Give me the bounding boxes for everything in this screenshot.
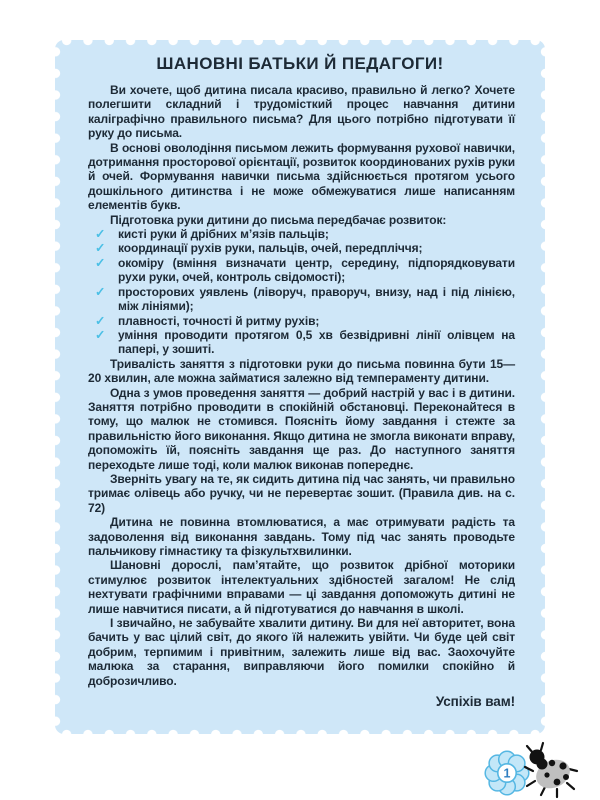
checkmark-icon: ✓ — [95, 255, 106, 270]
paragraph: Тривалість заняття з підготовки руки до письма повинна бути 15—20 хвилин, але можна займатися залежно від темпераменту дитини. — [88, 356, 515, 386]
paragraph: Дитина не повинна втомлюватися, а має отримувати радість та задоволення від виконання завдань. Тому під час занять проводьте пальчикову гімнастику та фізкультхвилинки. — [88, 515, 515, 558]
checklist-item-text: координації рухів руки, пальців, очей, передпліччя; — [118, 241, 423, 256]
checklist-item-text: окоміру (вміння визначати центр, середину, підпорядковувати рухи руки, очей, контроль свідомості); — [118, 255, 515, 285]
page-number-flower — [485, 751, 529, 795]
paragraph: В основі оволодіння письмом лежить формування рухової навички, дотримання просторової орієнтації, розвиток координованих рухів руки й очей. Формування навички письма здійснюється протягом усього дошкільного дитинства і не може обмежуватися лише написанням елементів букв. — [88, 140, 515, 213]
closing-line: Успіхів вам! — [435, 694, 515, 710]
page-number: 1 — [503, 766, 511, 781]
checklist-item — [88, 314, 515, 328]
checkmark-icon: ✓ — [95, 327, 106, 342]
paragraph: Зверніть увагу на те, як сидить дитина під час занять, чи правильно тримає олівець або ручку, чи не перевертає зошит. (Правила див. на с. 72) — [88, 471, 515, 515]
checkmark-icon: ✓ — [95, 241, 106, 256]
page-footer — [473, 741, 585, 800]
paragraph: Підготовка руки дитини до письма передбачає розвиток: — [110, 212, 447, 227]
perforation-edge-left — [50, 41, 61, 733]
paragraph: Одна з умов проведення заняття — добрий настрій у вас і в дитини. Заняття потрібно проводити в спокійній обстановці. Переконайтеся в тому, що малюк не стомився. Поясніть йому завдання і стежте за правильністю його виконання. Якщо дитина не змогла виконати вправу, допоможіть їй, поясніть завдання ще раз. До наступного заняття переходьте лише тоді, коли малюк виконав попереднє. — [88, 385, 515, 472]
checklist-item-text: просторових уявлень (ліворуч, праворуч, внизу, над і під лінією, між лініями); — [118, 284, 515, 314]
paragraph: І звичайно, не забувайте хвалити дитину. Ви для неї авторитет, вона бачить у вас цілий світ, до якого їй належить увійти. Чи буде цей світ добрим, терпимим і привітним, залежить лише від вас. Заохочуйте малюка за старання, виправляючи його помилки спокійно й доброзичливо. — [88, 616, 515, 688]
checklist-item-text: плавності, точності й ритму рухів; — [118, 313, 320, 328]
checkmark-icon: ✓ — [95, 284, 106, 299]
ladybug-icon — [525, 743, 577, 797]
checklist-item — [88, 227, 515, 241]
checklist-item-text: уміння проводити протягом 0,5 хв безвідривні лінії олівцем на папері, у зошиті. — [118, 327, 515, 357]
checklist-item-text: кисті руки й дрібних мʼязів пальців; — [118, 227, 329, 242]
page-title: ШАНОВНІ БАТЬКИ Й ПЕДАГОГИ! — [156, 54, 444, 73]
intro-note-panel — [55, 40, 545, 734]
paragraph: Шановні дорослі, памʼятайте, що розвиток дрібної моторики стимулює розвиток інтелектуальних здібностей загалом! Не слід нехтувати графічними вправами — ці завдання допоможуть дитині не лише навчитися писати, а й підготуватися до навчання в школі. — [88, 558, 515, 616]
perforation-edge-right — [540, 41, 551, 733]
checkmark-icon: ✓ — [95, 227, 106, 242]
checklist-item — [88, 256, 515, 285]
paragraph: Ви хочете, щоб дитина писала красиво, правильно й легко? Хочете полегшити складний і трудомісткий процес навчання дитини каліграфічно правильного письма? Для цього потрібно підготувати її руку до письма. — [88, 83, 515, 141]
footer-illustration — [473, 741, 585, 800]
checklist-item — [88, 285, 515, 314]
perforation-edge-bottom — [56, 729, 544, 740]
note-body — [88, 83, 515, 709]
checklist-item — [88, 241, 515, 255]
checkmark-icon: ✓ — [95, 313, 106, 328]
checklist-item — [88, 328, 515, 357]
